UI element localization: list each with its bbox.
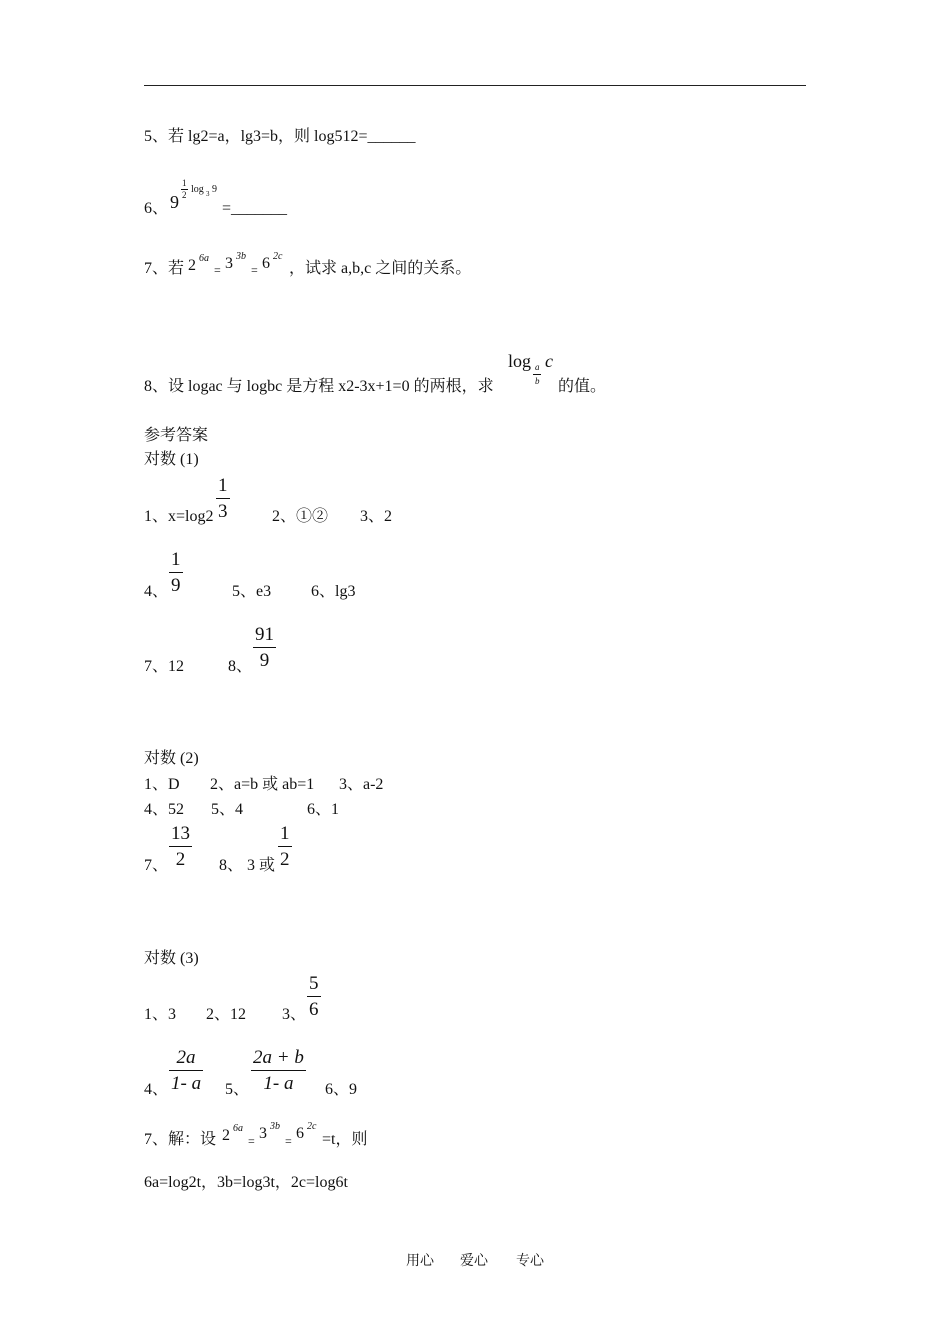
fraction-numerator: 5 [309, 973, 319, 994]
s3-answer-7-base-2: 2 [222, 1127, 230, 1144]
question-8-c: c [545, 351, 553, 371]
s3-answer-7-base-3: 3 [259, 1125, 267, 1142]
s3-answer-4-fraction [169, 1047, 203, 1095]
s1-answer-7: 7、12 [144, 658, 185, 675]
question-6-exp-num: 1 [182, 178, 187, 188]
s3-answer-7-label: 7、解：设 [144, 1131, 217, 1148]
s2-answer-7: 7、 [144, 857, 169, 874]
s3-answer-7-eq-2: = [285, 1134, 292, 1148]
s3-answer-7-eq-1: = [248, 1134, 255, 1148]
fraction-denominator: 9 [171, 575, 181, 596]
s1-answer-8-fraction [253, 624, 276, 672]
s2-answer-3: 3、a-2 [339, 776, 384, 793]
fraction-bar [251, 1070, 306, 1071]
s1-answer-5: 5、e3 [232, 583, 272, 600]
fraction-numerator: 2a [176, 1047, 196, 1068]
s1-answer-1: 1、x=log2 [144, 508, 214, 525]
s3-answer-5: 5、 [225, 1081, 250, 1098]
question-7-label: 7、若 [144, 260, 185, 277]
fraction-denominator: 1- a [263, 1073, 294, 1094]
s3-answer-7-exp-6a: 6a [233, 1123, 243, 1134]
s2-answer-6: 6、1 [307, 801, 340, 818]
question-8-text: 8、设 logac 与 logbc 是方程 x2-3x+1=0 的两根，求 [144, 378, 494, 395]
question-6-exp-sub: 3 [206, 190, 210, 198]
fraction-bar [169, 1070, 203, 1071]
s1-answer-4-fraction [169, 549, 183, 597]
question-7-exp-6a: 6a [199, 253, 209, 264]
fraction-numerator: 1 [280, 823, 290, 844]
fraction-numerator: 13 [171, 823, 190, 844]
footer-text-2: 爱心 [460, 1254, 488, 1269]
section-2-title: 对数 (2) [144, 750, 199, 767]
fraction-numerator: 1 [171, 549, 181, 570]
question-7-exp-2c: 2c [273, 251, 283, 262]
s2-answer-4: 4、52 [144, 801, 185, 818]
s2-answer-2: 2、a=b 或 ab=1 [210, 776, 315, 793]
fraction-denominator: 3 [218, 501, 228, 522]
question-7-eq-2: = [251, 263, 258, 277]
s2-answer-8: 8、 3 或 [219, 857, 276, 874]
s1-answer-6: 6、lg3 [311, 583, 356, 600]
s1-answer-2: 2、①② [272, 508, 329, 525]
s3-answer-7-base-6: 6 [296, 1125, 304, 1142]
s3-answer-1: 1、3 [144, 1006, 177, 1023]
question-7-base-2: 2 [188, 257, 196, 274]
answers-title: 参考答案 [144, 427, 209, 444]
fraction-bar [278, 846, 292, 847]
s3-answer-3-fraction [307, 973, 321, 1021]
question-8-sub-den: b [535, 376, 540, 386]
question-7-base-6: 6 [262, 255, 270, 272]
question-6-exp-den: 2 [182, 190, 187, 200]
question-8-tail: 的值。 [558, 378, 607, 395]
s3-answer-4: 4、 [144, 1081, 169, 1098]
s1-answer-4: 4、 [144, 583, 169, 600]
fraction-denominator: 2 [280, 849, 290, 870]
question-6-exp-arg: 9 [212, 184, 217, 195]
s3-answer-6: 6、9 [325, 1081, 358, 1098]
fraction-denominator: 9 [259, 650, 270, 671]
question-6-tail: =_______ [222, 200, 288, 217]
s3-answer-7-solution: 6a=log2t，3b=log3t，2c=log6t [144, 1174, 348, 1191]
section-3-title: 对数 (3) [144, 950, 199, 967]
s3-answer-3: 3、 [282, 1006, 307, 1023]
question-7-base-3: 3 [225, 255, 233, 272]
footer-text-1: 用心 [406, 1254, 434, 1269]
fraction-denominator: 1- a [171, 1073, 202, 1094]
footer-text-3: 专心 [516, 1254, 544, 1269]
question-7-tail: ，试求 a,b,c 之间的关系。 [289, 260, 472, 277]
s2-answer-7-fraction [169, 823, 192, 871]
fraction-numerator: 91 [255, 624, 274, 645]
fraction-denominator: 2 [175, 849, 186, 870]
question-8-log: log [508, 351, 532, 371]
fraction-denominator: 6 [309, 999, 319, 1020]
section-1-title: 对数 (1) [144, 451, 199, 468]
question-7-eq-1: = [214, 263, 221, 277]
s3-answer-7-exp-3b: 3b [270, 1121, 280, 1132]
s2-answer-5: 5、4 [211, 801, 244, 818]
s2-answer-1: 1、D [144, 776, 180, 793]
fraction-bar [169, 846, 192, 847]
s3-answer-5-fraction [251, 1047, 306, 1095]
s3-answer-2: 2、12 [206, 1006, 247, 1023]
fraction-bar [216, 498, 230, 499]
question-8-sub-bar [533, 374, 541, 375]
fraction-bar [307, 996, 321, 997]
fraction-bar [253, 647, 276, 648]
question-8-sub-num: a [535, 362, 540, 372]
question-6-label: 6、 [144, 200, 169, 217]
s2-answer-8-fraction [278, 823, 292, 871]
header-rule [144, 85, 806, 86]
fraction-numerator: 2a + b [253, 1047, 304, 1068]
question-7-exp-3b: 3b [236, 251, 246, 262]
question-6-base: 9 [170, 192, 179, 212]
fraction-numerator: 1 [218, 475, 228, 496]
s1-answer-1-fraction [216, 475, 230, 523]
s1-answer-3: 3、2 [360, 508, 393, 525]
s1-answer-8: 8、 [228, 658, 253, 675]
s3-answer-7-tail: =t，则 [322, 1131, 368, 1148]
question-5: 5、若 lg2=a，lg3=b，则 log512=______ [144, 128, 416, 145]
s3-answer-7-exp-2c: 2c [307, 1121, 317, 1132]
fraction-bar [169, 572, 183, 573]
question-6-exp-log: log [191, 184, 204, 195]
